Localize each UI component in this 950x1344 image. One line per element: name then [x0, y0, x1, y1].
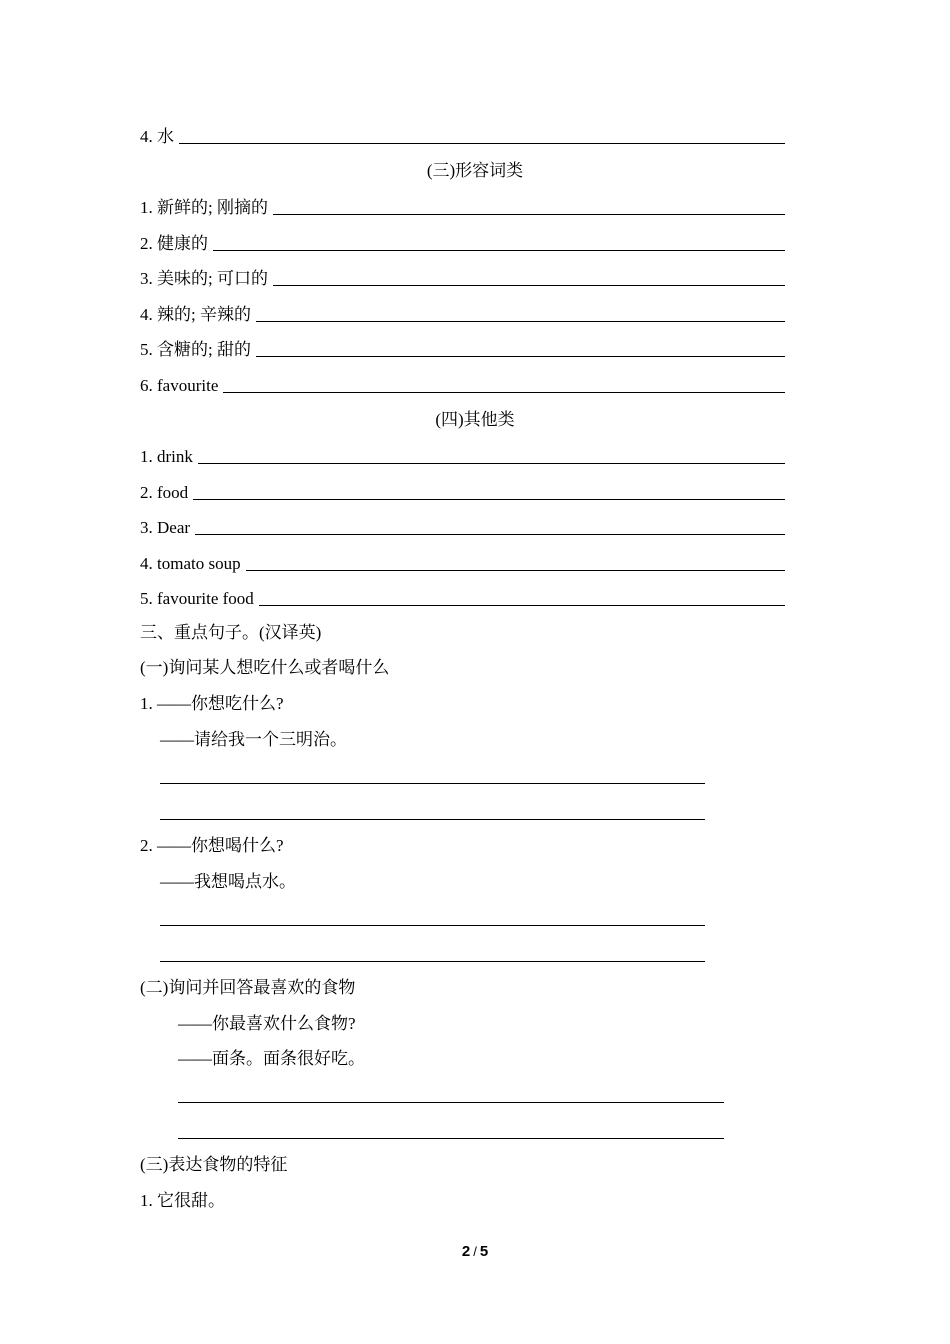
- vocab-prompt: 3. Dear: [140, 518, 191, 537]
- adjective-item-5: [140, 337, 785, 361]
- answer-blank[interactable]: [213, 250, 785, 251]
- adjective-item-2: [140, 231, 785, 255]
- vocab-prompt: 4. tomato soup: [140, 554, 241, 573]
- adjective-item-6: [140, 373, 785, 397]
- answer-blank[interactable]: [198, 463, 785, 464]
- question-1-line-1: 1. ——你想吃什么?: [140, 694, 284, 713]
- feature-item-1: 1. 它很甜。: [140, 1191, 225, 1210]
- vocab-prompt: 2. food: [140, 483, 189, 502]
- favourite-food-answer: ——面条。面条很好吃。: [178, 1049, 365, 1068]
- subsection-2-title: (二)询问并回答最喜欢的食物: [140, 978, 356, 997]
- answer-line[interactable]: [160, 925, 705, 926]
- vocab-prompt: 5. 含糖的; 甜的: [140, 340, 251, 359]
- adjective-item-1: [140, 195, 785, 219]
- current-page: 2: [461, 1243, 471, 1260]
- other-item-3: [140, 515, 785, 539]
- question-1-line-2: ——请给我一个三明治。: [160, 730, 347, 749]
- vocab-prompt: 3. 美味的; 可口的: [140, 269, 268, 288]
- vocab-prompt: 4. 水: [140, 127, 174, 146]
- other-item-2: [140, 480, 785, 504]
- question-2-line-2: ——我想喝点水。: [160, 872, 296, 891]
- vocab-prompt: 6. favourite: [140, 376, 219, 395]
- part-three-title: 三、重点句子。(汉译英): [140, 623, 322, 642]
- section-heading-others: (四)其他类: [435, 410, 515, 429]
- vocab-prompt: 5. favourite food: [140, 589, 254, 608]
- answer-line[interactable]: [178, 1102, 724, 1103]
- answer-blank[interactable]: [223, 392, 785, 393]
- page-separator: /: [473, 1244, 477, 1259]
- adjective-item-3: [140, 266, 785, 290]
- question-2-line-1: 2. ——你想喝什么?: [140, 836, 284, 855]
- section-heading-adjectives: (三)形容词类: [426, 161, 524, 180]
- other-item-4: [140, 551, 785, 575]
- subsection-1-title: (一)询问某人想吃什么或者喝什么: [140, 658, 390, 677]
- page-number: [0, 1243, 950, 1260]
- subsection-3-title: (三)表达食物的特征: [140, 1155, 288, 1174]
- answer-blank[interactable]: [179, 143, 785, 144]
- vocab-noun-item-4: [140, 124, 785, 148]
- answer-line[interactable]: [160, 783, 705, 784]
- other-item-5: [140, 586, 785, 610]
- adjective-item-4: [140, 302, 785, 326]
- answer-line[interactable]: [160, 961, 705, 962]
- total-pages: 5: [479, 1243, 489, 1260]
- answer-blank[interactable]: [246, 570, 785, 571]
- favourite-food-question: ——你最喜欢什么食物?: [178, 1014, 356, 1033]
- answer-blank[interactable]: [273, 285, 785, 286]
- answer-blank[interactable]: [273, 214, 785, 215]
- answer-blank[interactable]: [259, 605, 785, 606]
- answer-blank[interactable]: [256, 356, 785, 357]
- answer-line[interactable]: [178, 1138, 724, 1139]
- vocab-prompt: 1. 新鲜的; 刚摘的: [140, 198, 268, 217]
- answer-blank[interactable]: [195, 534, 785, 535]
- answer-blank[interactable]: [256, 321, 785, 322]
- answer-blank[interactable]: [193, 499, 785, 500]
- vocab-prompt: 2. 健康的: [140, 234, 208, 253]
- vocab-prompt: 4. 辣的; 辛辣的: [140, 305, 251, 324]
- answer-line[interactable]: [160, 819, 705, 820]
- vocab-prompt: 1. drink: [140, 447, 193, 466]
- other-item-1: [140, 444, 785, 468]
